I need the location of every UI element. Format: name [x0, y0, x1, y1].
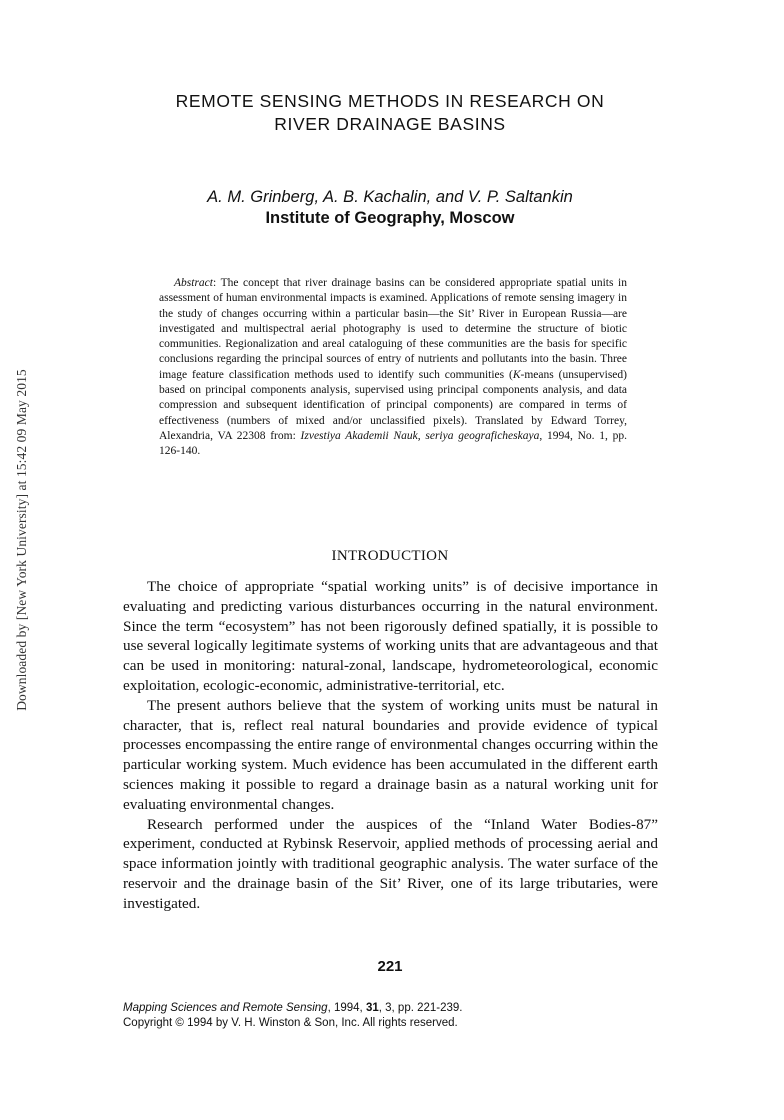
copyright-line: Copyright © 1994 by V. H. Winston & Son, Inc. All rights reserved. [123, 1017, 458, 1029]
abstract-label: Abstract [174, 277, 213, 289]
paragraph-3: Research performed under the auspices of the “Inland Water Bodies-87” experiment, conducted at Rybinsk Reservoir, applied methods of processing aerial and space information jointly with traditional geographic analysis. The water surface of the reservoir and the drainage basin of the Sit’ River, one of its large tributaries, were investigated. [123, 815, 658, 912]
paragraph-1: The choice of appropriate “spatial working units” is of decisive importance in evaluating and predicting various disturbances occurring in the natural environment. Since the term “ecosystem” has not been rigorously defined spatially, it is possible to use several logically legitimate systems of working units that are advantageous and that can be used in monitoring: natural-zonal, landscape, hydrometeorological, economic exploitation, ecologic-economic, administrative-territorial, etc. [123, 578, 658, 694]
paper-title-line-2: RIVER DRAINAGE BASINS [274, 114, 506, 134]
journal-name: Mapping Sciences and Remote Sensing [123, 1002, 328, 1014]
author-institution: Institute of Geography, Moscow [265, 209, 515, 227]
abstract-source-title: Izvestiya Akademii Nauk, seriya geograficheskaya [300, 429, 540, 442]
abstract-k-italic: K [512, 368, 521, 381]
abstract-text-part-1: : The concept that river drainage basins can be considered appropriate spatial units in assessment of human environmental impacts is examined. Applications of remote sensing imagery in the study of changes occurring within a particular basin—the Sit’ River in European Russia—are investigated and multispectral aerial photography is used to determine the structure of biotic communities. Regionalization and areal cataloguing of these communities are the basis for specific conclusions regarding the principal sources of entry of nutrients and pollutants into the basin. Three image feature classification methods used to identify such communities ( [159, 277, 627, 381]
download-watermark-text: Downloaded by [New York University] at 15:42 09 May 2015 [14, 369, 30, 711]
introduction-body [123, 577, 658, 914]
citation-pages: , 3, pp. 221-239. [378, 1002, 463, 1014]
author-block [130, 187, 650, 229]
paper-title-line-1: REMOTE SENSING METHODS IN RESEARCH ON [175, 91, 605, 111]
section-heading-introduction: INTRODUCTION [331, 548, 449, 564]
download-watermark [2, 330, 42, 750]
abstract [159, 276, 627, 460]
abstract-text-part-3: , 1994, No. 1, pp. 126-140. [159, 429, 628, 458]
citation-year: , 1994, [327, 1002, 366, 1014]
abstract-text-part-2: -means (unsupervised) based on principal components analysis, supervised using principal components analysis, and data compression and subsequent identification of principal components) are compared in terms of effectiveness (numbers of mixed and/or unclassified pixels). Translated by Edward Torrey, Alexandria, VA 22308 from: [159, 368, 627, 442]
citation-line [123, 1001, 663, 1016]
author-names: A. M. Grinberg, A. B. Kachalin, and V. P. Saltankin [207, 188, 573, 206]
paragraph-2: The present authors believe that the system of working units must be natural in character, that is, reflect real natural boundaries and provide evidence of typical processes encompassing the entire range of environmental changes occurring within the particular working system. Much evidence has been accumulated in the different earth sciences making it possible to regard a drainage basin as a natural working unit for evaluating environmental changes. [123, 696, 658, 813]
paper-title [130, 90, 650, 136]
citation-volume: 31 [365, 1002, 379, 1014]
page-number: 221 [377, 958, 403, 975]
citation-footer [123, 1001, 663, 1031]
